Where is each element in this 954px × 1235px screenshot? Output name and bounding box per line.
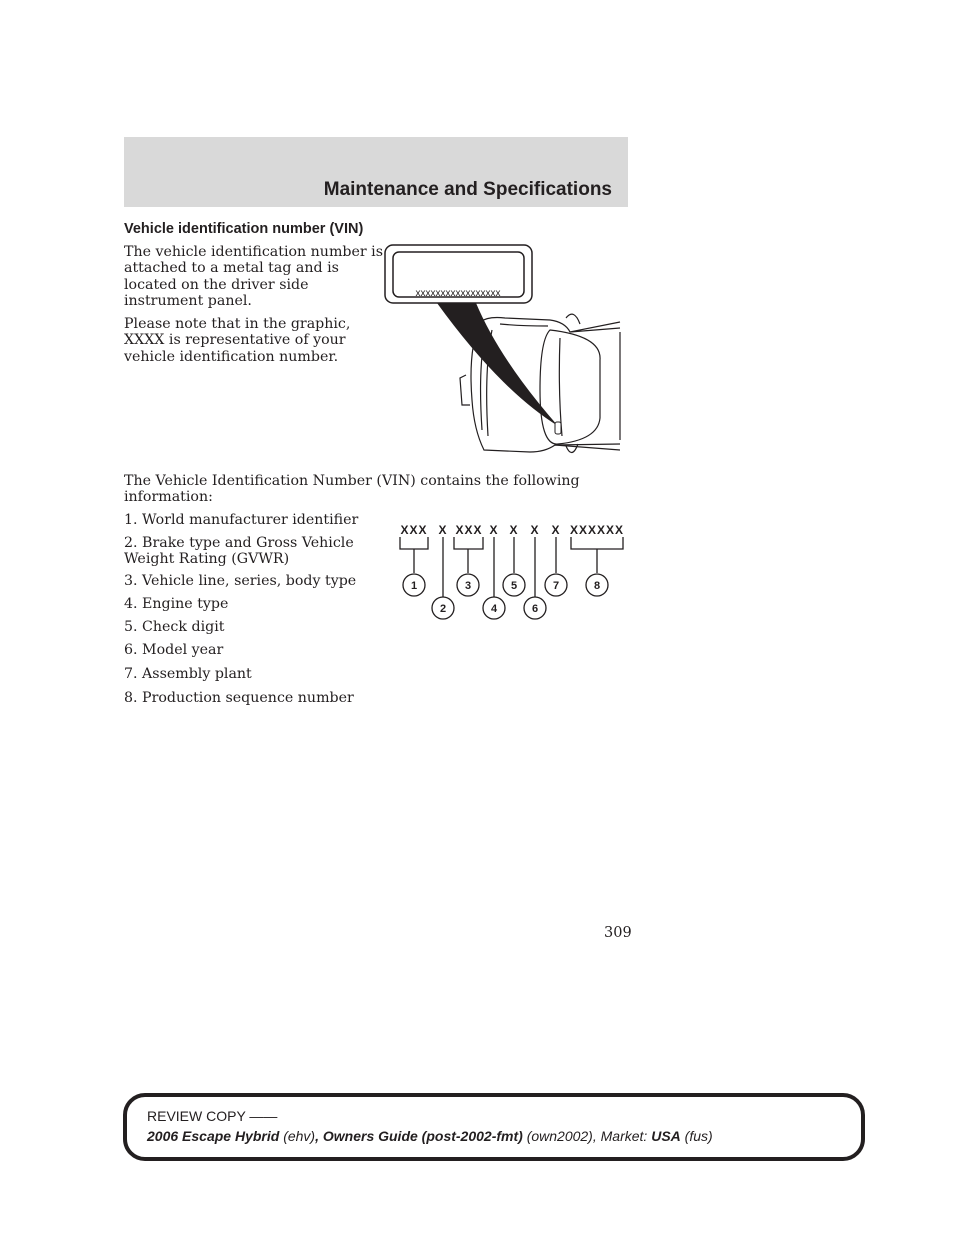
callout-number: 2	[439, 603, 447, 615]
list-item	[124, 642, 223, 658]
guide-code: (own2002)	[526, 1128, 593, 1144]
text-line: 4. Engine type	[124, 596, 229, 612]
page-number: 309	[604, 925, 632, 941]
vin-group: XXX	[400, 523, 428, 537]
model-name: 2006 Escape Hybrid	[147, 1128, 280, 1144]
text-line: 2. Brake type and Gross Vehicle	[124, 535, 354, 551]
document-info	[147, 1128, 713, 1144]
text-line: attached to a metal tag and is	[124, 260, 339, 277]
section-title: Maintenance and Specifications	[323, 179, 612, 200]
vin-heading: Vehicle identification number (VIN)	[124, 221, 364, 237]
list-item	[124, 512, 358, 528]
text-line: 6. Model year	[124, 642, 224, 658]
list-item	[124, 573, 356, 589]
section-header-band	[124, 137, 628, 207]
text-line: XXXX is representative of your	[124, 332, 346, 349]
vin-location-illustration	[380, 240, 625, 460]
review-copy-label: REVIEW COPY ——	[147, 1108, 278, 1124]
text-line: 1. World manufacturer identifier	[124, 512, 359, 528]
text-line: 7. Assembly plant	[124, 666, 252, 682]
pointer-wedge	[437, 303, 558, 426]
model-code: (ehv)	[283, 1128, 316, 1144]
callout-number: 4	[490, 603, 498, 615]
vin-group: X	[530, 523, 540, 537]
review-footer	[123, 1093, 865, 1161]
vin-group: X	[551, 523, 561, 537]
callout-number: 6	[531, 603, 539, 615]
callout-number: 5	[510, 580, 518, 592]
list-item	[124, 596, 228, 612]
callout-number: 8	[593, 580, 601, 592]
callout-number: 3	[464, 580, 472, 592]
vin-group: XXXXXX	[569, 523, 625, 537]
vin-group: XXX	[455, 523, 483, 537]
callout-number: 1	[410, 580, 418, 592]
list-item	[124, 666, 252, 682]
text-line: Weight Rating (GVWR)	[124, 551, 290, 568]
list-item	[124, 535, 354, 568]
text-line: vehicle identification number.	[124, 348, 339, 365]
market-code: (fus)	[684, 1128, 713, 1144]
vin-group: X	[438, 523, 448, 537]
market-name: USA	[651, 1128, 681, 1144]
text-line: 3. Vehicle line, series, body type	[124, 573, 357, 589]
text-line: 8. Production sequence number	[124, 690, 354, 706]
text-line: information:	[124, 489, 213, 506]
text-line: 5. Check digit	[124, 619, 225, 635]
text-line: located on the driver side	[124, 276, 309, 293]
list-item	[124, 619, 224, 635]
contains-paragraph	[124, 473, 580, 506]
vin-group: X	[509, 523, 519, 537]
vin-group: X	[489, 523, 499, 537]
vin-tag-text: xxxxxxxxxxxxxxxxx	[415, 288, 501, 299]
text-line: instrument panel.	[124, 292, 252, 309]
callout-number: 7	[552, 580, 560, 592]
callout-circles	[403, 574, 608, 619]
text-line: The vehicle identification number is	[124, 244, 383, 260]
intro-paragraph	[124, 244, 383, 309]
vin-breakdown-diagram	[390, 515, 635, 625]
note-paragraph	[124, 316, 350, 365]
text-line: Please note that in the graphic,	[124, 316, 351, 332]
list-item	[124, 690, 354, 706]
vin-tag-location-marker	[555, 422, 561, 434]
market-label: , Market:	[592, 1128, 648, 1144]
guide-name: , Owners Guide (post-2002-fmt)	[315, 1128, 523, 1144]
text-line: The Vehicle Identification Number (VIN) contains the following	[124, 473, 580, 489]
